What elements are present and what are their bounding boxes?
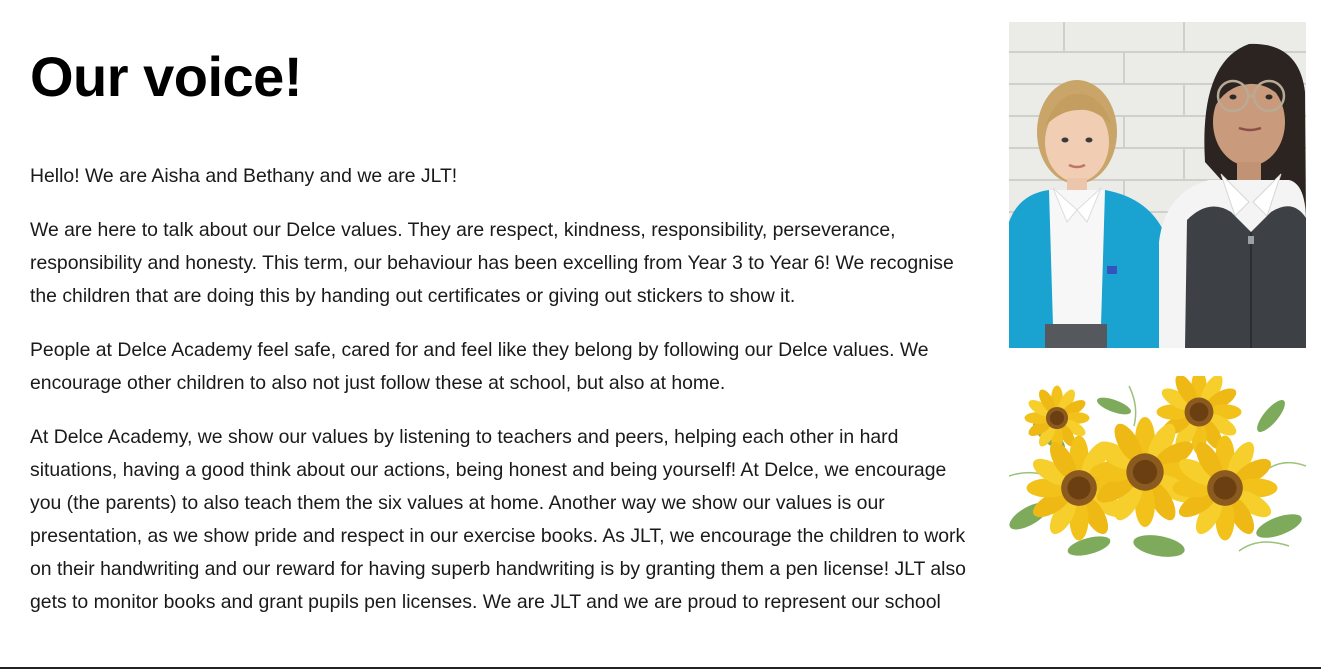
pupils-photo [1009,22,1306,348]
paragraph-values: We are here to talk about our Delce values. They are respect, kindness, responsibility, perseverance, responsibility and honesty. This term, our behaviour has been excelling from Year 3 to Year 6! We recognise the children that are doing this by handing out certificates or giving out stickers to show it. [30,219,954,307]
page-title: Our voice! [30,45,302,108]
paragraph-intro: Hello! We are Aisha and Bethany and we are JLT! [30,165,458,187]
sunflowers-illustration [1009,376,1306,562]
article-column [30,44,970,640]
paragraph-showing-values: At Delce Academy, we show our values by listening to teachers and peers, helping each other in hard situations, having a good think about our actions, being honest and being yourself! At Delce, we encourage you (the parents) to also teach them the six values at home. Another way we show our values is our presentation, as we show pride and respect in our exercise books. As JLT, we encourage the children to work on their handwriting and our reward for having superb handwriting is by granting them a pen license! JLT also gets to monitor books and grant pupils pen licenses. We are JLT and we are proud to represent our school [30,426,966,613]
paragraph-belonging: People at Delce Academy feel safe, cared for and feel like they belong by following our Delce values. We encourage other children to also not just follow these at school, but also at home. [30,339,929,394]
